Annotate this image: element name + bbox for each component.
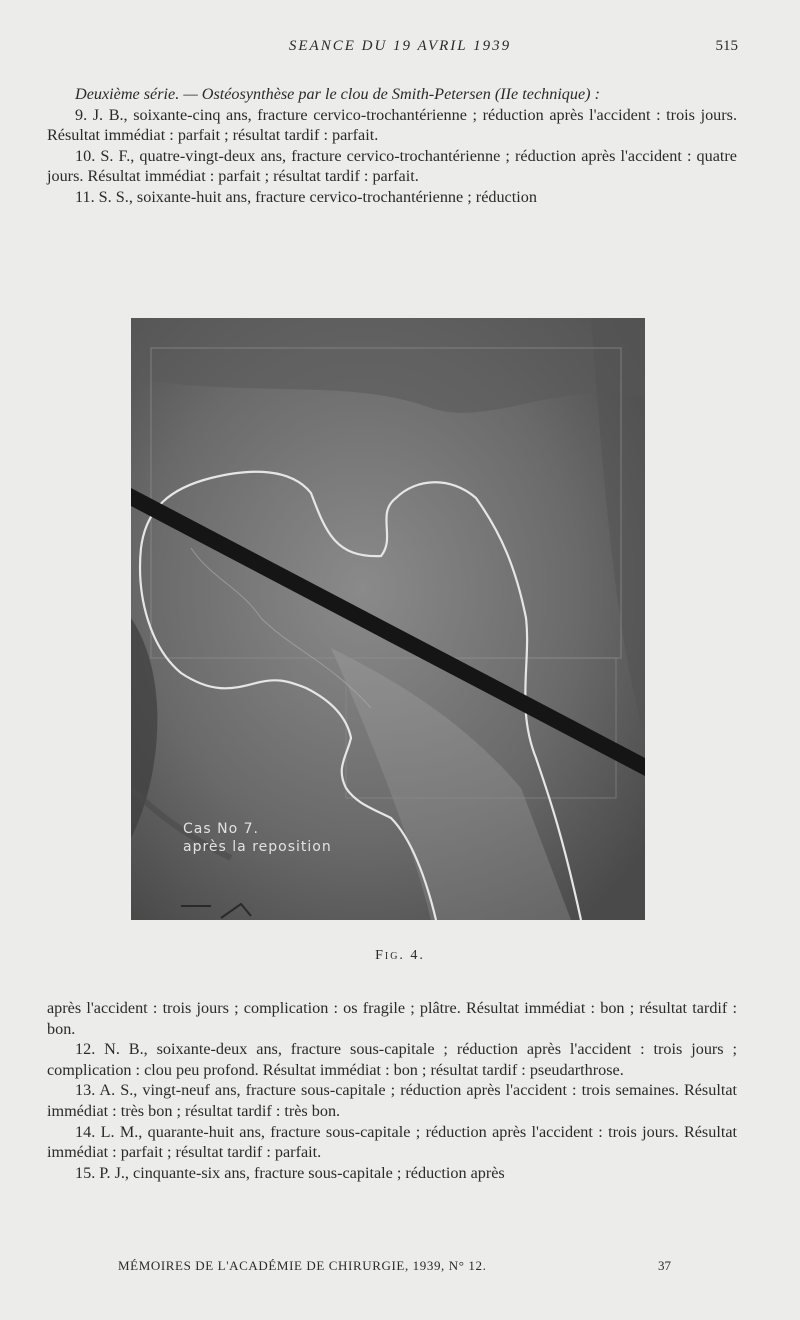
case-15-start: 15. P. J., cinquante-six ans, fracture sous-capitale ; réduction après xyxy=(75,1163,505,1182)
xray-reposition-label: après la reposition xyxy=(183,839,332,855)
case-12: 12. N. B., soixante-deux ans, fracture sous-capitale ; réduction après l'accident : trois jours ; complication : clou peu profond. Résultat immédiat : bon ; résultat tardif : pseudarthrose. xyxy=(47,1040,737,1079)
page-number: 515 xyxy=(715,38,738,54)
xray-figure xyxy=(131,318,645,920)
journal-citation: MÉMOIRES DE L'ACADÉMIE DE CHIRURGIE, 1939, N° 12. xyxy=(118,1258,487,1273)
case-13: 13. A. S., vingt-neuf ans, fracture sous-capitale ; réduction après l'accident : trois semaines. Résultat immédiat : très bon ; résultat tardif : très bon. xyxy=(47,1081,737,1120)
figure-caption: Fig. 4. xyxy=(375,948,425,963)
case-11-start: 11. S. S., soixante-huit ans, fracture cervico-trochantérienne ; réduction xyxy=(75,187,537,206)
sheet-number: 37 xyxy=(658,1258,671,1273)
case-14: 14. L. M., quarante-huit ans, fracture sous-capitale ; réduction après l'accident : trois jours. Résultat immédiat : parfait ; résultat tardif : parfait. xyxy=(47,1122,737,1162)
case-11-continuation: après l'accident : trois jours ; complication : os fragile ; plâtre. Résultat immédiat : bon ; résultat tardif : bon. xyxy=(47,999,737,1038)
case-10: 10. S. F., quatre-vingt-deux ans, fracture cervico-trochantérienne ; réduction après l'accident : quatre jours. Résultat immédiat : parfait ; résultat tardif : parfait. xyxy=(47,146,737,186)
bottom-text-block xyxy=(47,998,737,1183)
xray-case-label: Cas No 7. xyxy=(183,821,259,837)
case-9: 9. J. B., soixante-cinq ans, fracture cervico-trochantérienne ; réduction après l'accident : trois jours. Résultat immédiat : parfait ; résultat tardif : parfait. xyxy=(47,105,737,145)
running-head-title: SEANCE DU 19 AVRIL 1939 xyxy=(288,38,512,54)
top-text-block xyxy=(47,84,737,208)
series-heading: Deuxième série. — Ostéosynthèse par le clou de Smith-Petersen (IIe technique) : xyxy=(75,85,601,103)
running-head xyxy=(0,38,800,58)
page-footer xyxy=(0,1258,800,1278)
